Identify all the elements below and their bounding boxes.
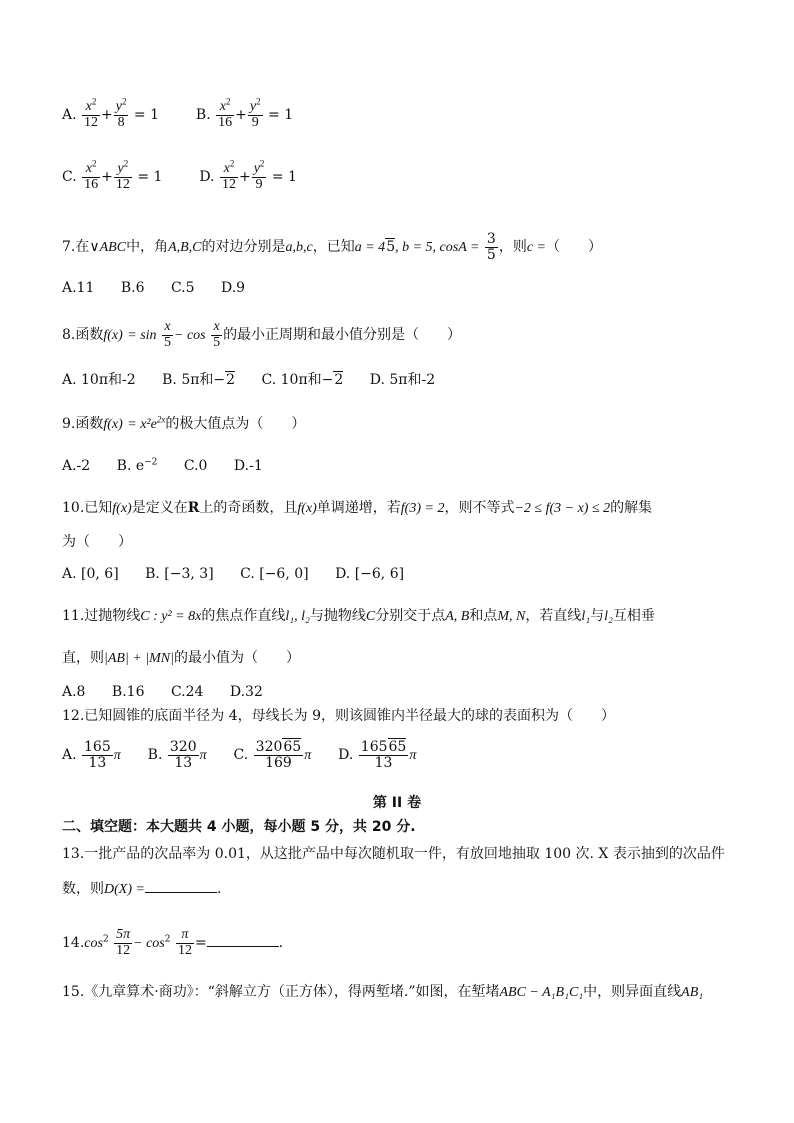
q6-options-row-1: A. $\frac{x^2}{12}$ + $\frac{y^2}{8}$ = 1 B. $\frac{x^2}{16}$ + $\frac{y^2}{9}$ = 1 <box>62 96 294 130</box>
q10-option-c: C. [−6, 0] <box>240 566 309 582</box>
q12-option-b-label: B. <box>147 747 163 764</box>
q9-options <box>62 456 263 476</box>
q9-option-a: A.-2 <box>62 458 91 474</box>
section-2-heading: 二、填空题：本大题共 4 小题，每小题 5 分，共 20 分. <box>62 819 416 835</box>
q7-option-b: B.6 <box>120 280 145 296</box>
q7-option-a: A.11 <box>62 280 95 296</box>
q11-option-a: A.8 <box>62 684 86 700</box>
q11-option-c: C.24 <box>170 684 204 700</box>
q8-options <box>62 370 435 390</box>
q6-option-b-label: B. <box>195 107 211 124</box>
q7-option-d: D.9 <box>220 280 246 296</box>
q12-question: 12.已知圆锥的底面半径为 4，母线长为 9，则该圆锥内半径最大的球的表面积为（ ） <box>62 708 615 724</box>
q11-question-line-2: 直，则|AB| + |MN|的最小值为（ ） <box>62 650 300 666</box>
q8-option-a: A. 10π和-2 <box>62 372 136 388</box>
q11-option-b: B.16 <box>111 684 145 700</box>
q9-option-d: D.-1 <box>233 458 263 474</box>
q12-option-c-label: C. <box>233 747 249 764</box>
q6-option-a-label: A. <box>62 107 77 124</box>
q12-option-d-label: D. <box>338 747 354 764</box>
q7-options <box>62 278 245 298</box>
q10-option-a: A. [0, 6] <box>62 566 119 582</box>
q15-question: 15.《九章算术·商功》：“斜解立方（正方体），得两堑堵.”如图，在堑堵ABC − A₁B₁C₁中，则异面直线AB₁ <box>62 984 704 1000</box>
q14-answer-blank[interactable] <box>207 932 279 947</box>
q12-options: A. $\frac{165}{13}$ π B. $\frac{320}{13}$ π C. $\frac{32065}{169}$ π D. $\frac{16565}{13}$ π <box>62 739 417 771</box>
part-2-title: 第 II 卷 <box>372 795 422 811</box>
q9-option-c: C.0 <box>183 458 208 474</box>
q7-question: 7.在∨ABC中，角A,B,C的对边分别是a,b,c，已知a = 45, b = 5, cosA = $\frac{3}{5}$ ，则c =（ ） <box>62 231 603 263</box>
q9-option-b: B. $e^{-2}$ <box>116 457 158 474</box>
q11-options <box>62 682 263 702</box>
q8-option-b: B. 5π和−2 <box>162 372 236 388</box>
q12-option-a-label: A. <box>62 747 77 764</box>
q10-option-b: B. [−3, 3] <box>145 566 214 582</box>
q10-option-d: D. [−6, 6] <box>335 566 405 582</box>
q13-question-line-2: 数，则D(X) = . <box>62 878 221 900</box>
q14-question: $14.\cos^2$ $\frac{5\pi}{12}$ − $\cos^2$ $\frac{\pi}{12}$ = . <box>62 927 284 958</box>
q8-question: 8.函数f(x) = sin $\frac{x}{5}$ − cos $\frac{x}{5}$ 的最小正周期和最小值分别是（ ） <box>62 319 462 350</box>
q10-options <box>62 564 404 584</box>
q11-question-line-1: 11.过抛物线C : y² = 8x的焦点作直线l₁, l₂与抛物线C分别交于点A, B和点M, N，若直线l₁与l₂互相垂 <box>62 608 655 624</box>
q13-question-line-1: 13.一批产品的次品率为 0.01，从这批产品中每次随机取一件，有放回地抽取 100 次. X 表示抽到的次品件 <box>62 846 725 862</box>
q9-question: 9.函数$f(x) = x^2e^{2x}$的极大值点为（ ） <box>62 414 306 432</box>
q7-option-c: C.5 <box>170 280 195 296</box>
q10-question-line-1: 10.已知f(x)是定义在R上的奇函数，且f(x)单调递增，若f(3) = 2，则不等式−2 ≤ f(3 − x) ≤ 2的解集 <box>62 500 653 516</box>
q8-option-c: C. 10π和−2 <box>261 372 344 388</box>
q6-options-row-2: C. $\frac{x^2}{16}$ + $\frac{y^2}{12}$ = 1 D. $\frac{x^2}{12}$ + $\frac{y^2}{9}$ = 1 <box>62 158 297 192</box>
q8-option-d: D. 5π和-2 <box>369 372 436 388</box>
q11-option-d: D.32 <box>229 684 263 700</box>
q6-option-d-label: D. <box>199 169 215 186</box>
q10-question-line-2: 为（ ） <box>62 534 132 550</box>
q13-answer-blank[interactable] <box>145 878 217 893</box>
q6-option-c-label: C. <box>62 169 77 186</box>
